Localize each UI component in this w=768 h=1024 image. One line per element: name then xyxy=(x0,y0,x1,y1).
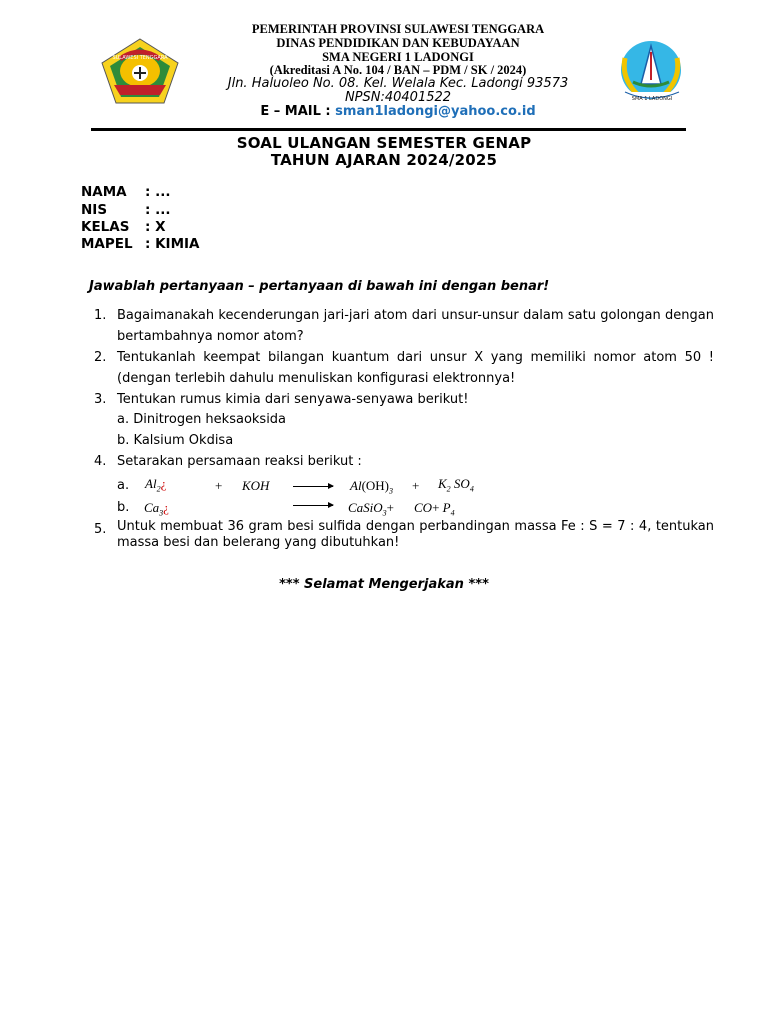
reaction-b-product-2: $CO+ P_4$ xyxy=(414,500,455,518)
question-number: 3. xyxy=(94,392,107,407)
header-line-4: (Akreditasi A No. 104 / BAN – PDM / SK / 2024) xyxy=(269,63,527,77)
question-sub-a: a. Dinitrogen heksaoksida xyxy=(117,412,287,427)
reaction-b-label: b. xyxy=(117,500,130,515)
question-number: 5. xyxy=(94,522,107,537)
question-number: 4. xyxy=(94,454,107,469)
reaction-a-label: a. xyxy=(117,478,130,493)
header-npsn: NPSN:40401522 xyxy=(344,90,452,105)
question-number: 2. xyxy=(94,350,107,365)
reaction-a-product-2: $K_2$ $SO_4$ xyxy=(438,476,474,494)
question-list xyxy=(0,305,768,605)
reaction-b-product-1: CaSiO$_3$+ xyxy=(348,500,395,518)
question-text: Bagaimanakah kecenderungan jari-jari atom dari unsur-unsur dalam satu golongan dengan bertambahnya nomor atom? xyxy=(117,308,714,344)
plus-sign: + xyxy=(215,478,223,493)
email-link[interactable]: sman1ladongi@yahoo.co.id xyxy=(335,104,536,119)
question-text: Setarakan persamaan reaksi berikut : xyxy=(117,454,362,469)
plus-sign: + xyxy=(412,478,420,493)
identity-mapel: MAPEL : KIMIA xyxy=(81,236,200,252)
header-divider xyxy=(91,128,686,131)
question-sub-b: b. Kalsium Okdisa xyxy=(117,433,234,448)
header-line-3: SMA NEGERI 1 LADONGI xyxy=(322,50,474,64)
identity-nama: NAMA : ... xyxy=(81,184,171,200)
closing-message: *** Selamat Mengerjakan *** xyxy=(279,577,489,592)
exam-title-line-2: TAHUN AJARAN 2024/2025 xyxy=(270,151,498,169)
reaction-arrow xyxy=(293,505,333,506)
header-line-2: DINAS PENDIDIKAN DAN KEBUDAYAAN xyxy=(276,36,520,50)
school-logo xyxy=(615,38,690,108)
email-label: E – MAIL : xyxy=(260,104,331,119)
reaction-b-reactant-1: $Ca_3¿$ xyxy=(144,500,169,518)
reaction-a-product-1: $Al(OH)_3$ xyxy=(350,478,393,496)
right-logo-text: SMA 1 LADONGI xyxy=(631,96,673,102)
provincial-logo xyxy=(100,37,180,105)
question-number: 1. xyxy=(94,308,107,323)
instruction: Jawablah pertanyaan – pertanyaan di bawah ini dengan benar! xyxy=(89,279,550,294)
question-text: Tentukanlah keempat bilangan kuantum dari unsur X yang memiliki nomor atom 50 ! (dengan terlebih dahulu menuliskan konfigurasi elektronnya! xyxy=(117,350,714,386)
question-text: Tentukan rumus kimia dari senyawa-senyawa berikut! xyxy=(117,392,469,407)
header-line-1: PEMERINTAH PROVINSI SULAWESI TENGGARA xyxy=(251,22,545,36)
header-email-line xyxy=(200,104,596,119)
left-logo-text: SULAWESI TENGGARA xyxy=(112,55,168,61)
question-text: Untuk membuat 36 gram besi sulfida dengan perbandingan massa Fe : S = 7 : 4, tentukan massa besi dan belerang yang dibutuhkan! xyxy=(117,519,714,550)
header-address: Jln. Haluoleo No. 08. Kel. Welala Kec. Ladongi 93573 xyxy=(227,76,569,91)
exam-title-line-1: SOAL ULANGAN SEMESTER GENAP xyxy=(236,134,532,152)
identity-nis: NIS : ... xyxy=(81,202,171,218)
reaction-a-reactant-1: $Al_2¿$ xyxy=(145,476,167,494)
reaction-a-reactant-2: KOH xyxy=(242,478,270,493)
reaction-arrow xyxy=(293,486,333,487)
identity-kelas: KELAS : X xyxy=(81,219,166,235)
